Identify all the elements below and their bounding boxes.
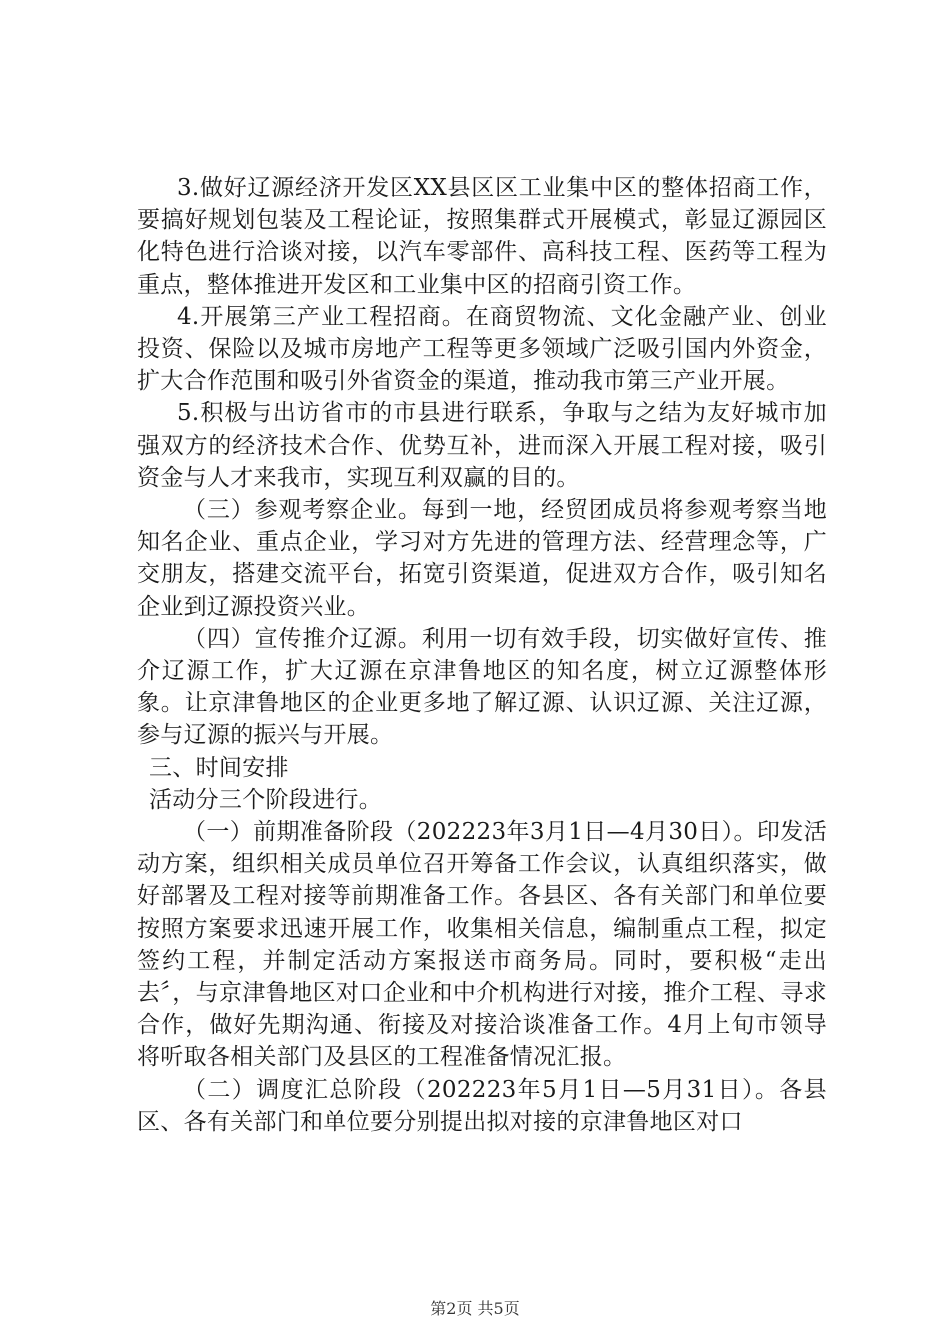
paragraph-stage-1: （一）前期准备阶段（202223年3月1日—4月30日）。印发活动方案，组织相关成员单位召开筹备工作会议，认真组织落实，做好部署及工程对接等前期准备工作。各县区、各有关部门和单位要按照方案要求迅速开展工作，收集相关信息，编制重点工程，拟定签约工程，并制定活动方案报送市商务局。同时，要积极“走出去〞，与京津鲁地区对口企业和中介机构进行对接，推介工程、寻求合作，做好先期沟通、衔接及对接洽谈准备工作。4月上旬市领导将听取各相关部门及县区的工程准备情况汇报。 — [137, 819, 827, 1071]
heading-schedule: 三、时间安排 — [149, 754, 289, 781]
paragraph-stages-intro: 活动分三个阶段进行。 — [149, 786, 382, 813]
paragraph-section-3: （三）参观考察企业。每到一地，经贸团成员将参观考察当地知名企业、重点企业，学习对方先进的管理方法、经营理念等，广交朋友，搭建交流平台，拓宽引资渠道，促进双方合作，吸引知名企业到辽源投资兴业。 — [137, 497, 827, 620]
paragraph-item-4: 4.开展第三产业工程招商。在商贸物流、文化金融产业、创业投资、保险以及城市房地产工程等更多领域广泛吸引国内外资金，扩大合作范围和吸引外省资金的渠道，推动我市第三产业开展。 — [137, 303, 827, 395]
document-body — [137, 172, 827, 1138]
paragraph-section-4: （四）宣传推介辽源。利用一切有效手段，切实做好宣传、推介辽源工作，扩大辽源在京津鲁地区的知名度，树立辽源整体形象。让京津鲁地区的企业更多地了解辽源、认识辽源、关注辽源，参与辽源的振兴与开展。 — [137, 625, 827, 749]
page-footer: 第2页 共5页 — [430, 1299, 520, 1318]
paragraph-item-5: 5.积极与出访省市的市县进行联系，争取与之结为友好城市加强双方的经济技术合作、优势互补，进而深入开展工程对接，吸引资金与人才来我市，实现互利双赢的目的。 — [137, 400, 827, 491]
paragraph-item-3: 3.做好辽源经济开发区XX县区区工业集中区的整体招商工作，要搞好规划包装及工程论证，按照集群式开展模式，彰显辽源园区化特色进行洽谈对接，以汽车零部件、高科技工程、医药等工程为重点，整体推进开发区和工业集中区的招商引资工作。 — [137, 175, 827, 298]
paragraph-stage-2: （二）调度汇总阶段（202223年5月1日—5月31日）。各县区、各有关部门和单位要分别提出拟对接的京津鲁地区对口 — [137, 1076, 827, 1135]
